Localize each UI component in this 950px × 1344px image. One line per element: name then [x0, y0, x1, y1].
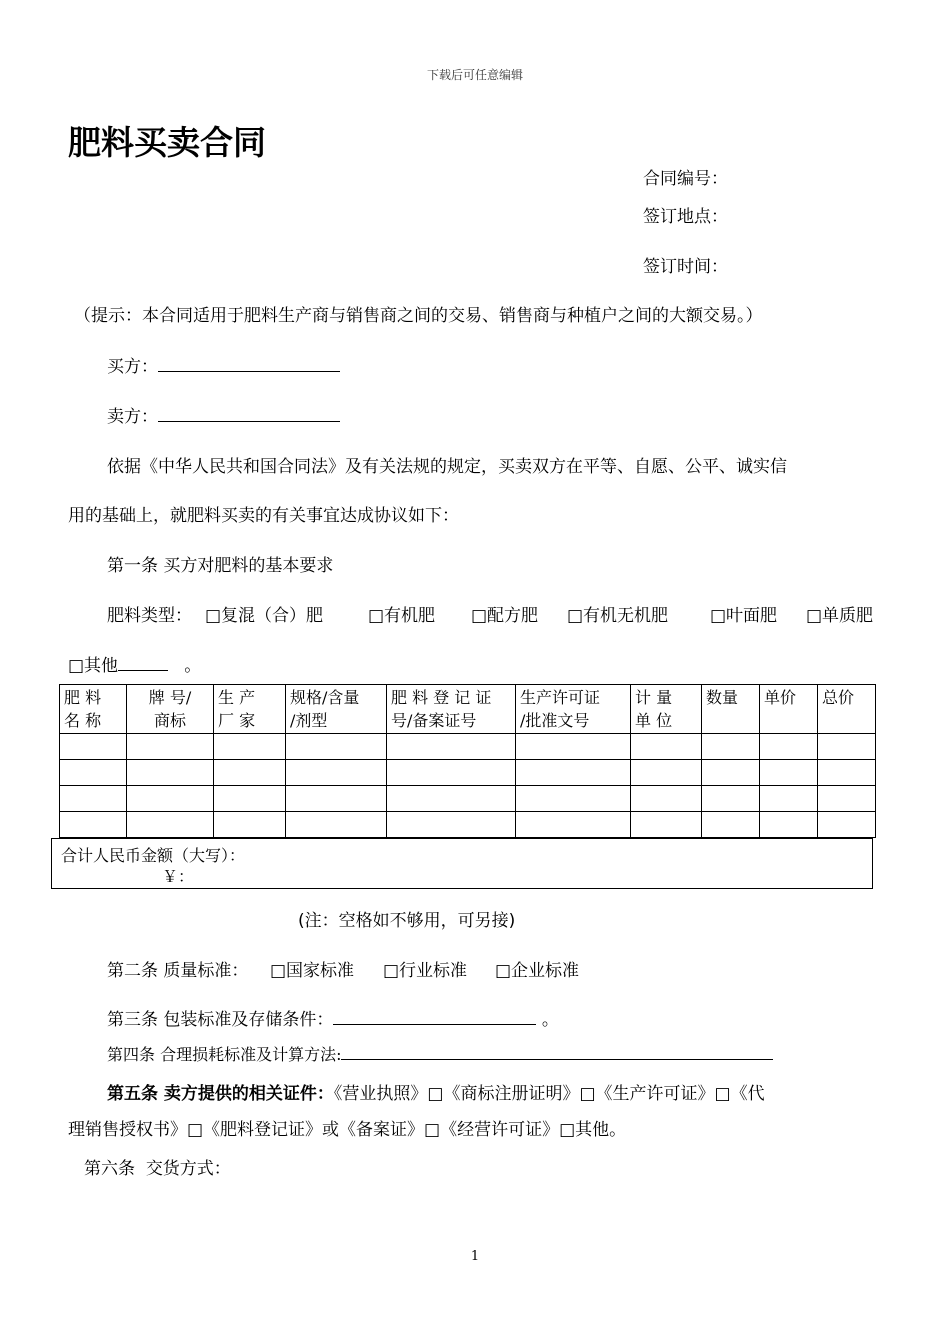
fert-other-label[interactable]: □其他: [68, 656, 119, 676]
article-3-end: 。: [541, 1010, 559, 1030]
article-6-number: 第六条: [84, 1159, 135, 1179]
fert-type-label: 肥料类型：: [107, 606, 192, 626]
col-header-name: 肥 料 名 称: [60, 685, 127, 734]
fert-other-end: 。: [184, 656, 202, 676]
col-header-manufacturer: 生 产 厂 家: [214, 685, 286, 734]
col-header-unit: 计 量 单 位: [631, 685, 702, 734]
article-2-label: 第二条 质量标准：: [107, 961, 249, 981]
quality-option[interactable]: □国家标准: [270, 961, 355, 981]
preamble-line-2: 用的基础上，就肥料买卖的有关事宜达成协议如下：: [68, 506, 459, 526]
article-5-label: 第五条 卖方提供的相关证件：: [107, 1084, 334, 1104]
article-4-label: 第四条 合理损耗标准及计算方法:: [107, 1045, 342, 1064]
fert-type-option[interactable]: □有机肥: [368, 606, 436, 626]
table-row: [60, 812, 876, 838]
sign-time-label: 签订时间：: [643, 257, 728, 277]
article-3-label: 第三条 包装标准及存储条件：: [107, 1010, 334, 1030]
table-note: (注：空格如不够用，可另接): [298, 911, 516, 931]
fert-other-blank[interactable]: [118, 669, 168, 671]
fert-type-option[interactable]: □单质肥: [806, 606, 874, 626]
article-6-label: 交货方式：: [145, 1159, 231, 1179]
loss-standard-blank[interactable]: [341, 1058, 773, 1060]
article-5-line-2: 理销售授权书》□《肥料登记证》或《备案证》□《经营许可证》□其他。: [68, 1120, 627, 1140]
article-6-line: [84, 1154, 231, 1179]
seller-blank[interactable]: [158, 420, 340, 422]
table-header-row: [60, 685, 876, 734]
product-table: [59, 684, 876, 838]
table-row: [60, 786, 876, 812]
col-header-quantity: 数量: [702, 685, 760, 734]
quality-option[interactable]: □企业标准: [495, 961, 580, 981]
packaging-blank[interactable]: [333, 1023, 536, 1025]
quality-option[interactable]: □行业标准: [383, 961, 468, 981]
document-title: 肥料买卖合同: [68, 123, 266, 162]
table-row: [60, 760, 876, 786]
total-yen-label: ￥：: [162, 867, 195, 886]
article-5-docs: 《营业执照》□《商标注册证明》□《生产许可证》□《代: [333, 1084, 765, 1104]
fert-other-line: [68, 651, 201, 676]
article-3-line: [107, 1005, 559, 1030]
fert-type-option[interactable]: □叶面肥: [710, 606, 778, 626]
col-header-spec: 规格/含量 /剂型: [286, 685, 387, 734]
preamble-line-1: 依据《中华人民共和国合同法》及有关法规的规定，买卖双方在平等、自愿、公平、诚实信: [107, 457, 787, 477]
contract-number-label: 合同编号：: [643, 169, 728, 189]
article-1: 第一条 买方对肥料的基本要求: [107, 556, 334, 576]
fert-type-option[interactable]: □配方肥: [471, 606, 539, 626]
col-header-brand: 牌 号/ 商标: [127, 685, 214, 734]
total-amount-box[interactable]: [51, 838, 873, 889]
seller-label: 卖方：: [107, 407, 158, 427]
article-4-line: [107, 1042, 773, 1065]
col-header-unit-price: 单价: [760, 685, 818, 734]
header-note: 下载后可任意编辑: [426, 68, 523, 82]
fert-type-option[interactable]: □有机无机肥: [567, 606, 669, 626]
col-header-license: 生产许可证 /批准文号: [516, 685, 631, 734]
col-header-total: 总价: [818, 685, 876, 734]
hint-text: （提示：本合同适用于肥料生产商与销售商之间的交易、销售商与种植户之间的大额交易。）: [74, 306, 763, 326]
page-number: 1: [470, 1249, 480, 1264]
fert-type-option[interactable]: □复混（合）肥: [205, 606, 324, 626]
total-amount-label: 合计人民币金额（大写）：: [61, 846, 246, 865]
article-5-line-1: [107, 1079, 765, 1104]
sign-place-label: 签订地点：: [643, 207, 728, 227]
buyer-label: 买方：: [107, 357, 158, 377]
col-header-registration: 肥 料 登 记 证 号/备案证号: [387, 685, 516, 734]
seller-line: [107, 402, 340, 427]
buyer-line: [107, 352, 340, 377]
buyer-blank[interactable]: [158, 370, 340, 372]
table-row: [60, 734, 876, 760]
